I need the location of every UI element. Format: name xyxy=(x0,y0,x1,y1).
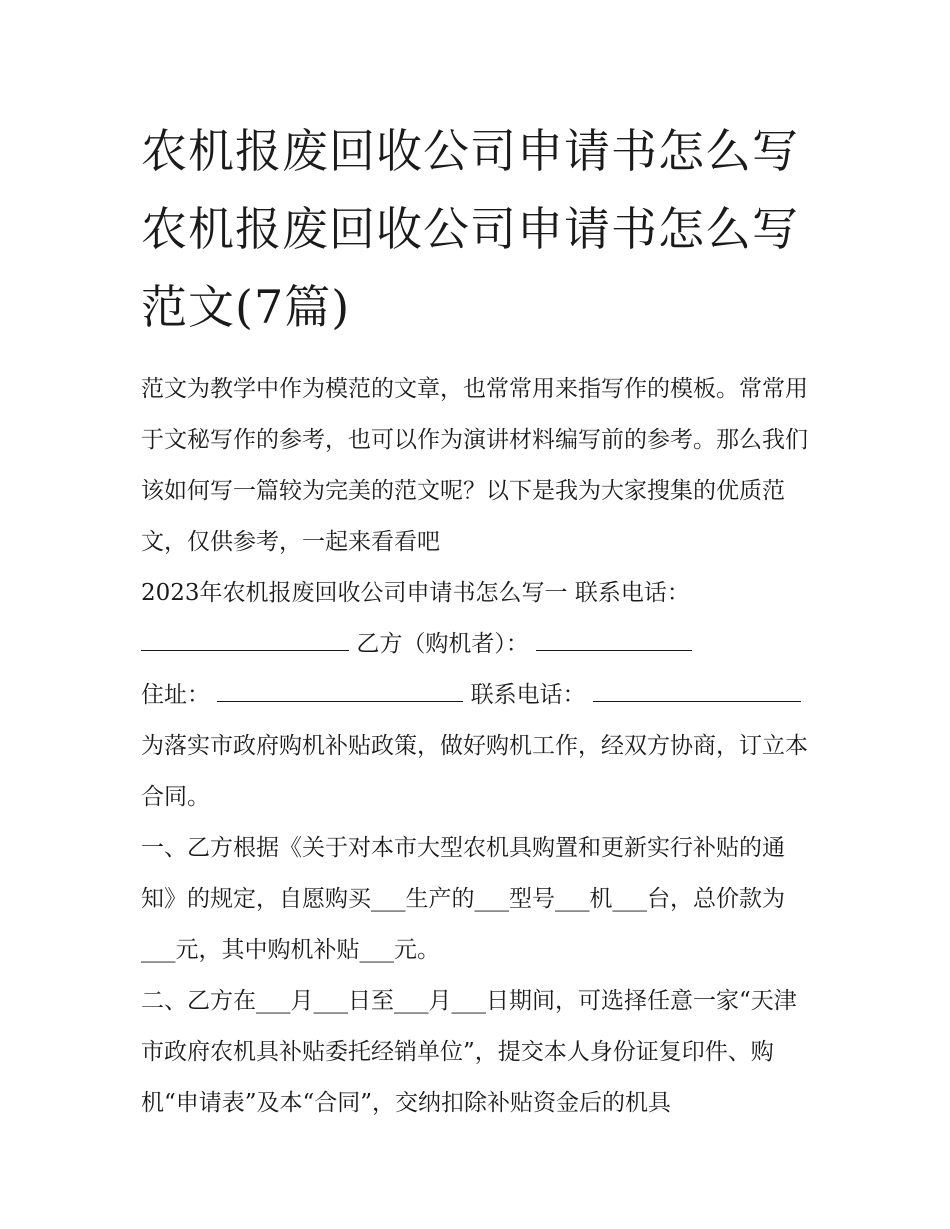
address-label: 住址： xyxy=(141,682,210,708)
document-body xyxy=(141,364,813,1129)
party-b-label: 乙方（购机者）： xyxy=(356,631,529,657)
phone-label: 联系电话： xyxy=(470,682,586,708)
clause-one-paragraph: 一、乙方根据《关于对本市大型农机具购置和更新实行补贴的通知》的规定，自愿购买___生产的___型号___机___台，总价款为___元，其中购机补贴___元。 xyxy=(141,835,785,963)
document-page xyxy=(141,112,813,1129)
address-phone-line xyxy=(141,670,813,721)
blank-underline xyxy=(593,679,801,702)
purpose-paragraph: 为落实市政府购机补贴政策，做好购机工作，经双方协商，订立本合同。 xyxy=(141,733,808,810)
document-title: 农机报废回收公司申请书怎么写 农机报废回收公司申请书怎么写范文(7篇) xyxy=(141,124,799,334)
blank-underline xyxy=(141,628,349,651)
blank-underline xyxy=(536,628,692,651)
intro-paragraph: 范文为教学中作为模范的文章，也常常用来指写作的模板。常常用于文秘写作的参考，也可以作为演讲材料编写前的参考。那么我们该如何写一篇较为完美的范文呢？以下是我为大家搜集的优质范文，仅供参考，一起来看看吧 xyxy=(141,376,808,555)
section-heading: 2023年农机报废回收公司申请书怎么写一 联系电话： xyxy=(141,580,690,606)
blank-underline xyxy=(217,679,463,702)
clause-two-paragraph: 二、乙方在___月___日至___月___日期间，可选择任意一家“天津市政府农机具补贴委托经销单位”，提交本人身份证复印件、购机“申请表”及本“合同”，交纳扣除补贴资金后的机具 xyxy=(141,988,797,1116)
party-b-line xyxy=(141,619,813,670)
